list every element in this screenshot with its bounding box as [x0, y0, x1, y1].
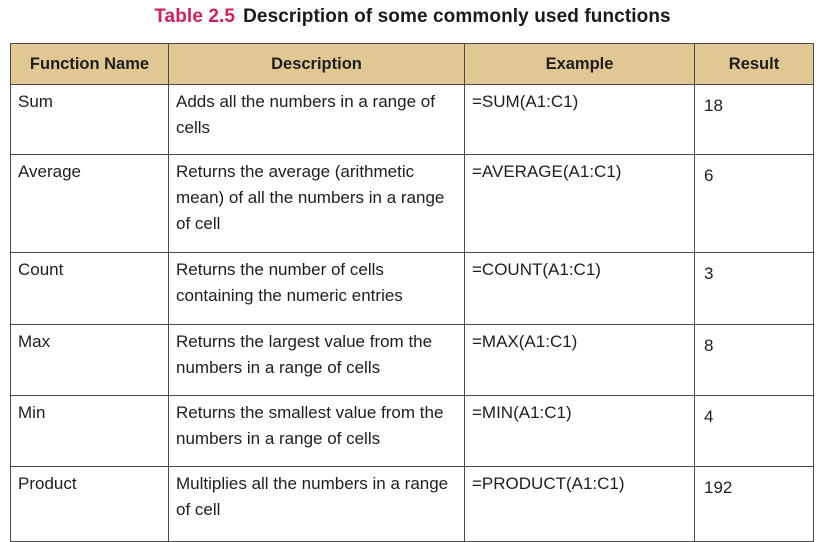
description-cell: Adds all the numbers in a range of cells: [169, 85, 465, 155]
table-row: [11, 155, 814, 253]
functions-table: [10, 43, 814, 542]
function-name-cell: Count: [11, 253, 169, 325]
function-name-cell: Max: [11, 325, 169, 396]
header-function-name: Function Name: [11, 44, 169, 85]
table-row: [11, 396, 814, 467]
function-name-cell: Min: [11, 396, 169, 467]
result-cell: 8: [695, 325, 814, 396]
example-cell: =PRODUCT(A1:C1): [465, 467, 695, 542]
table-header-row: [11, 44, 814, 85]
table-row: [11, 85, 814, 155]
description-cell: Returns the number of cells containing the numeric entries: [169, 253, 465, 325]
example-cell: =MIN(A1:C1): [465, 396, 695, 467]
table-number: Table 2.5: [154, 6, 236, 27]
header-description: Description: [169, 44, 465, 85]
table-row: [11, 467, 814, 542]
example-cell: =COUNT(A1:C1): [465, 253, 695, 325]
table-row: [11, 325, 814, 396]
table-caption: [0, 6, 825, 28]
description-cell: Returns the smallest value from the numbers in a range of cells: [169, 396, 465, 467]
example-cell: =MAX(A1:C1): [465, 325, 695, 396]
result-cell: 6: [695, 155, 814, 253]
table-row: [11, 253, 814, 325]
table-title: Description of some commonly used functions: [243, 6, 671, 27]
header-result: Result: [695, 44, 814, 85]
description-cell: Returns the largest value from the numbers in a range of cells: [169, 325, 465, 396]
description-cell: Multiplies all the numbers in a range of cell: [169, 467, 465, 542]
function-name-cell: Average: [11, 155, 169, 253]
example-cell: =AVERAGE(A1:C1): [465, 155, 695, 253]
result-cell: 192: [695, 467, 814, 542]
function-name-cell: Product: [11, 467, 169, 542]
header-example: Example: [465, 44, 695, 85]
description-cell: Returns the average (arithmetic mean) of all the numbers in a range of cell: [169, 155, 465, 253]
result-cell: 18: [695, 85, 814, 155]
function-name-cell: Sum: [11, 85, 169, 155]
example-cell: =SUM(A1:C1): [465, 85, 695, 155]
result-cell: 4: [695, 396, 814, 467]
result-cell: 3: [695, 253, 814, 325]
